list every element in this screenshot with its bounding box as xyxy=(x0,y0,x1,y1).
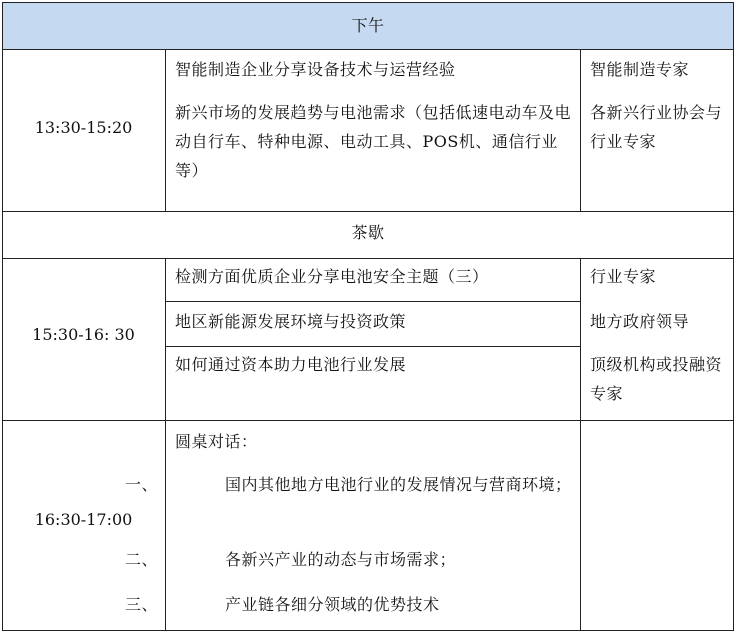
roundtable-num-1: 一、 xyxy=(125,475,159,494)
roundtable-text-1: 国内其他地方电池行业的发展情况与营商环境； xyxy=(225,475,572,494)
afternoon-header: 下午 xyxy=(351,16,385,35)
roundtable-item-3 xyxy=(125,590,625,619)
roundtable-item-1 xyxy=(125,470,625,499)
topic-1-1: 智能制造企业分享设备技术与运营经验 xyxy=(175,60,456,79)
speaker-1-2: 各新兴行业协会与行业专家 xyxy=(590,103,723,151)
time-slot-1: 13:30-15:20 xyxy=(34,118,133,137)
speaker-1-1: 智能制造专家 xyxy=(590,60,690,79)
roundtable-item-2 xyxy=(125,545,625,574)
topic-2-1: 检测方面优质企业分享电池安全主题（三） xyxy=(175,267,489,286)
speaker-2-2: 地方政府领导 xyxy=(590,312,690,331)
topic-1-2: 新兴市场的发展趋势与电池需求（包括低速电动车及电动自行车、特种电源、电动工具、POS机、通信行业等） xyxy=(175,103,572,180)
time-slot-2: 15:30-16: 30 xyxy=(32,325,135,344)
tea-break-row: 茶歇 xyxy=(351,223,385,242)
speaker-2-1: 行业专家 xyxy=(590,267,657,286)
roundtable-title: 圆桌对话： xyxy=(175,432,258,451)
speaker-2-3: 顶级机构或投融资专家 xyxy=(590,355,723,403)
roundtable-num-3: 三、 xyxy=(125,595,159,614)
roundtable-text-3: 产业链各细分领域的优势技术 xyxy=(225,595,440,614)
topic-2-2: 地区新能源发展环境与投资政策 xyxy=(175,312,407,331)
roundtable-num-2: 二、 xyxy=(125,550,159,569)
time-slot-3: 16:30-17:00 xyxy=(34,510,133,529)
topic-2-3: 如何通过资本助力电池行业发展 xyxy=(175,355,407,374)
roundtable-text-2: 各新兴产业的动态与市场需求； xyxy=(225,550,457,569)
